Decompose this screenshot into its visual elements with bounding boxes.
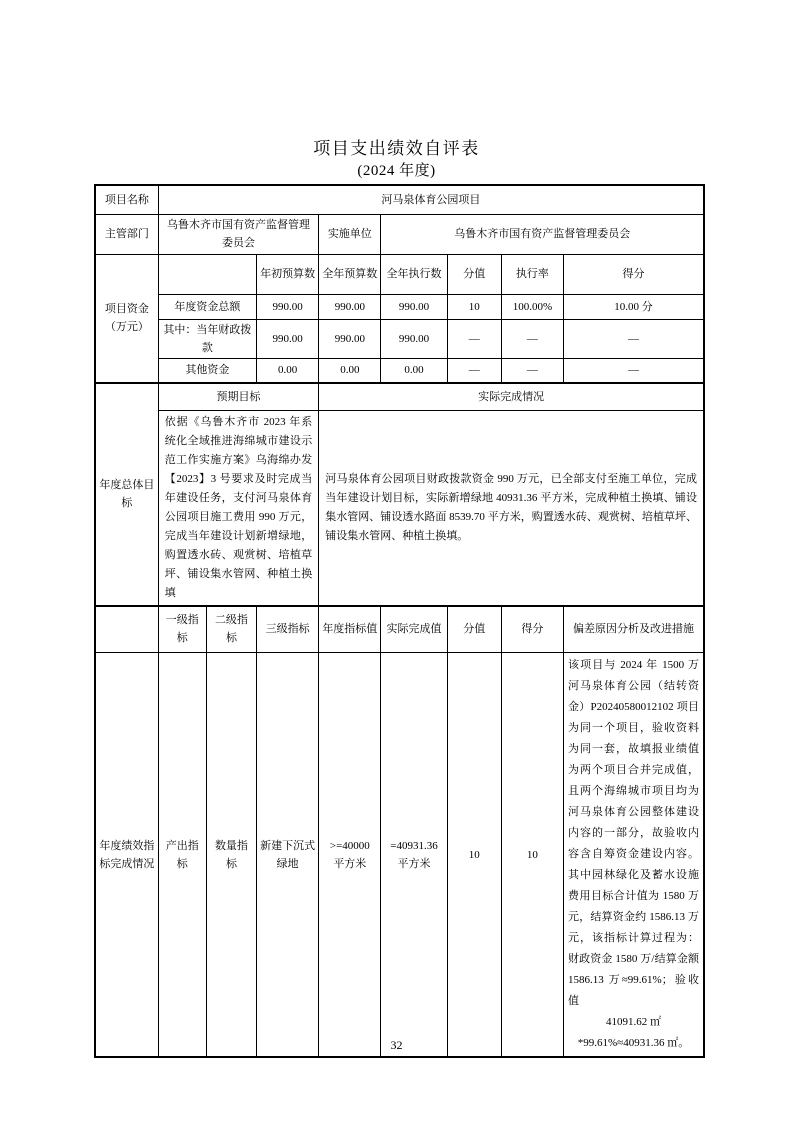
table-row: [95, 606, 704, 653]
indicator-l3-value: 新建下沉式绿地: [257, 653, 319, 1058]
page-subtitle: (2024 年度): [357, 163, 436, 179]
indicator-header-points: 分值: [447, 606, 501, 653]
funds-header-annual: 全年预算数: [319, 254, 381, 294]
project-name-value: 河马泉体育公园项目: [158, 185, 704, 214]
funds-row-initial: 990.00: [257, 294, 319, 319]
page-number: 32: [390, 1038, 403, 1052]
table-row: [95, 214, 704, 254]
deviation-calc-result: *99.61%≈40931.36 ㎡。: [577, 1037, 690, 1049]
table-row: [95, 653, 704, 1058]
funds-row-rate: 100.00%: [501, 294, 563, 319]
funds-row-points: 10: [447, 294, 501, 319]
funds-row-annual: 990.00: [319, 294, 381, 319]
funds-row-initial: 990.00: [257, 319, 319, 358]
dept-value: 乌鲁木齐市国有资产监督管理委员会: [158, 214, 319, 254]
deviation-acceptance-value: 41091.62 ㎡: [606, 1016, 661, 1028]
indicator-section-label: 年度绩效指标完成情况: [95, 653, 158, 1058]
page-title: 项目支出绩效自评表: [313, 139, 480, 158]
deviation-text: 该项目与 2024 年 1500 万河马泉体育公园（结转资金）P20240580012102 项目为同一个项目，验收资料为同一套，故填报业绩值为两个项目合并完成值，且两个海绵城市项目均为河马泉体育公园整体建设内容的一部分，故验收内容含自筹资金建设内容。其中园林绿化及蓄水设施费用目标合计值为 1580 万元，结算资金约 1586.13 万元，该指标计算过程为：财政资金 1580 万/结算金额 1586.13 万≈99.61%；验收值: [568, 659, 699, 1007]
project-name-label: 项目名称: [95, 185, 158, 214]
target-number: >=40000: [329, 839, 370, 852]
deviation-analysis-cell: [564, 653, 705, 1058]
impl-unit-label: 实施单位: [319, 214, 381, 254]
indicator-l1-value: 产出指标: [158, 653, 206, 1058]
table-row: [95, 383, 704, 410]
goal-actual-header: 实际完成情况: [319, 383, 704, 410]
indicator-header-actual: 实际完成值: [381, 606, 447, 653]
funds-row-executed: 0.00: [381, 358, 447, 383]
funds-row-points: —: [447, 319, 501, 358]
funds-row-annual: 990.00: [319, 319, 381, 358]
target-unit: 平方米: [333, 857, 367, 870]
indicator-header-l3: 三级指标: [257, 606, 319, 653]
funds-row-name: 年度资金总额: [158, 294, 256, 319]
table-row: [95, 185, 704, 214]
funds-row-rate: —: [501, 358, 563, 383]
table-row: [95, 358, 704, 383]
indicator-header-score: 得分: [501, 606, 563, 653]
funds-row-initial: 0.00: [257, 358, 319, 383]
actual-number: =40931.36: [390, 839, 438, 852]
indicator-blank-cell: [95, 606, 158, 653]
funds-row-rate: —: [501, 319, 563, 358]
funds-section-label: 项目资金（万元）: [95, 254, 158, 383]
funds-header-score: 得分: [564, 254, 705, 294]
indicator-l2-value: 数量指标: [206, 653, 256, 1058]
funds-row-name: 其他资金: [158, 358, 256, 383]
indicator-points-value: 10: [447, 653, 501, 1058]
table-row: [95, 294, 704, 319]
dept-label: 主管部门: [95, 214, 158, 254]
funds-row-score: 10.00 分: [564, 294, 705, 319]
funds-header-rate: 执行率: [501, 254, 563, 294]
indicator-header-l1: 一级指标: [158, 606, 206, 653]
funds-row-score: —: [564, 358, 705, 383]
goal-expected-text: 依据《乌鲁木齐市 2023 年系统化全域推进海绵城市建设示范工作实施方案》乌海绵办发【2023】3 号要求及时完成当年建设任务，支付河马泉体育公园项目施工费用 990 万元，完成当年建设计划新增绿地，购置透水砖、观赏树、培植草坪、铺设集水管网、种植土换填: [158, 410, 319, 606]
funds-row-executed: 990.00: [381, 319, 447, 358]
evaluation-table: [94, 184, 705, 1058]
indicator-actual-value: [381, 653, 447, 1058]
impl-unit-value: 乌鲁木齐市国有资产监督管理委员会: [381, 214, 704, 254]
funds-header-points: 分值: [447, 254, 501, 294]
funds-blank-cell: [158, 254, 256, 294]
funds-header-initial: 年初预算数: [257, 254, 319, 294]
goal-expected-header: 预期目标: [158, 383, 319, 410]
funds-row-points: —: [447, 358, 501, 383]
funds-row-annual: 0.00: [319, 358, 381, 383]
actual-unit: 平方米: [397, 857, 431, 870]
indicator-header-target: 年度指标值: [319, 606, 381, 653]
indicator-target-value: [319, 653, 381, 1058]
funds-row-name: 其中：当年财政拨款: [158, 319, 256, 358]
table-row: [95, 410, 704, 606]
table-row: [95, 319, 704, 358]
indicator-header-l2: 二级指标: [206, 606, 256, 653]
funds-header-executed: 全年执行数: [381, 254, 447, 294]
funds-row-score: —: [564, 319, 705, 358]
goal-section-label: 年度总体目标: [95, 383, 158, 606]
indicator-header-deviation: 偏差原因分析及改进措施: [564, 606, 705, 653]
indicator-score-value: 10: [501, 653, 563, 1058]
goal-actual-text: 河马泉体育公园项目财政拨款资金 990 万元，已全部支付至施工单位，完成当年建设计划目标，实际新增绿地 40931.36 平方米，完成种植土换填、铺设集水管网、铺设透水路面 8539.70 平方米，购置透水砖、观赏树、培植草坪、铺设集水管网、种植土换填。: [319, 410, 704, 606]
table-row: [95, 254, 704, 294]
funds-row-executed: 990.00: [381, 294, 447, 319]
